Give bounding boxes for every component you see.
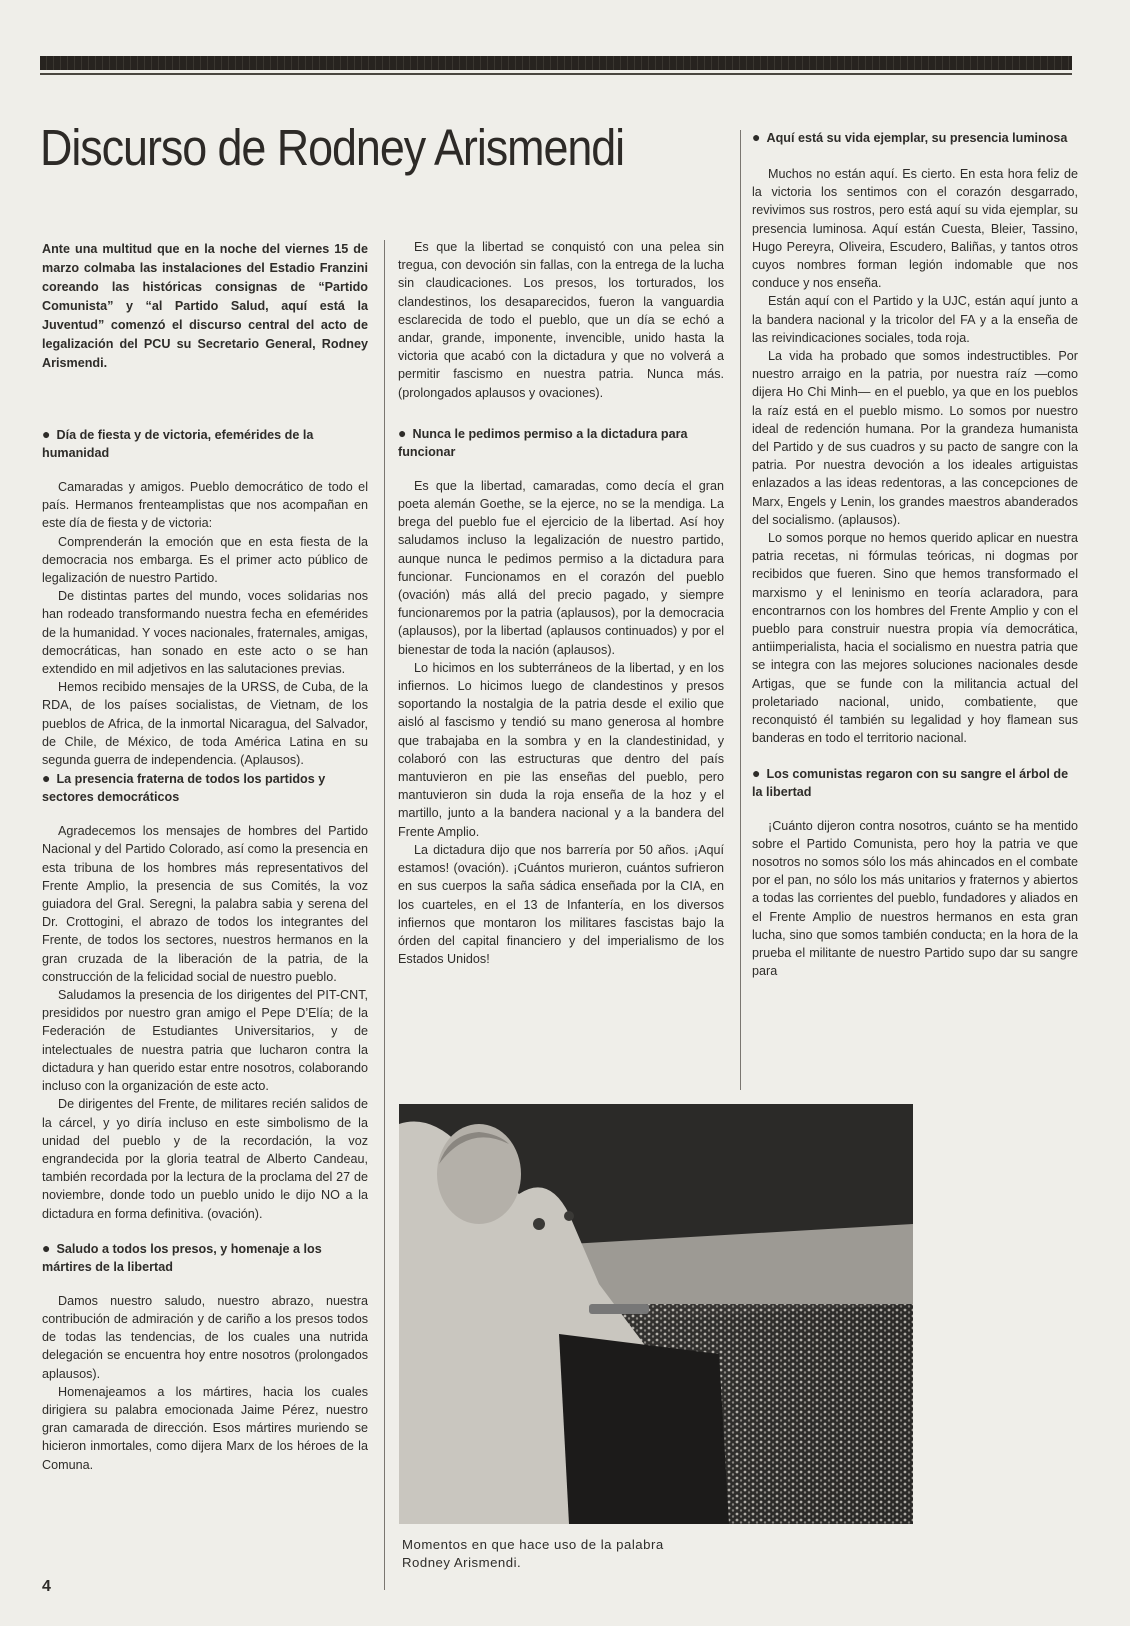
subheading: [398, 424, 724, 461]
paragraph: De dirigentes del Frente, de militares recién salidos de la cárcel, y yo diría incluso en este simbolismo de la unidad del pueblo y de la recordación, la voz engrandecida por la gloria teatral de Alberto Candeau, también recordada por la lectura de la proclama del 27 de noviembre, donde todo un pueblo unido le dijo NO a la dictadura en forma definitiva. (ovación).: [42, 1097, 368, 1221]
paragraph: ¡Cuánto dijeron contra nosotros, cuánto se ha mentido sobre el Partido Comunista, pero hoy la patria ve que nosotros no somos sólo los más ahincados en el combate por el pan, no sólo los más unitarios y fraternos y abiertos a todas las corrientes del pueblo, fundadores y aliados en el Frente Amplio de nuestros hermanos en esta gran lucha, sino que somos también conducta; en la hora de la prueba el militante de nuestro Partido supo dar su sangre para: [752, 818, 1078, 979]
paragraph: La vida ha probado que somos indestructibles. Por nuestro arraigo en la patria, por nuestra raíz —como dijera Ho Chi Minh— en el pueblo, ya que en los pueblos la raíz está en el pueblo mismo. Lo somos por nuestro ideal de redención humana. Por la grandeza humanista del Partido y de sus cuadros y su pacto de sangre con la patria. Por nuestra devoción a los ideales artiguistas enlazados a las ideas redentoras, a las concepciones de Marx, Engels y Lenin, los grandes maestros abanderados del socialismo. (aplausos).: [752, 349, 1078, 527]
paragraph: Muchos no están aquí. Es cierto. En esta hora feliz de la victoria los sentimos con el corazón desgarrado, revivimos sus rostros, pero está aquí su vida ejemplar, su presencia luminosa. Aquí están Cuesta, Bleier, Tassino, Hugo Pereyra, Oliveira, Escudero, Baliñas, y tantos otros cuyos nombres forman legión indomable que nos conduce y nos enseña.: [752, 167, 1078, 291]
subheading-text: Saludo a todos los presos, y homenaje a los mártires de la libertad: [42, 1241, 322, 1274]
subheading: [42, 425, 368, 462]
subheading: [42, 769, 368, 806]
paragraph: Homenajeamos a los mártires, hacia los cuales dirigiera su palabra emocionada Jaime Pérez, nuestro gran camarada de dirección. Esos mártires muriendo se hicieron inmortales, como dijera Marx de los héroes de la Comuna.: [42, 1384, 368, 1472]
header-rule-thin: [40, 73, 1072, 75]
bullet-icon: ●: [42, 426, 51, 442]
subheading-text: Nunca le pedimos permiso a la dictadura para funcionar: [398, 426, 688, 459]
subheading-text: Día de fiesta y de victoria, efemérides de la humanidad: [42, 428, 314, 460]
column-divider: [384, 240, 385, 1590]
paragraph: Agradecemos los mensajes de hombres del Partido Nacional y del Partido Colorado, así como la presencia en esta tribuna de los hombres más representativos del Frente Amplio, la presencia de sus Comités, la voz guiadora del Gral. Seregni, la palabra sabia y serena del Dr. Crottogini, el abrazo de todos los integrantes del Frente, de todos los sectores, nuestros hermanos en la gran cruzada de la liberación de la patria, de la construcción de la felicidad social de nuestro pueblo.: [42, 824, 368, 984]
page-number: 4: [42, 1578, 51, 1595]
paragraph: Lo hicimos en los subterráneos de la libertad, y en los infiernos. Lo hicimos luego de clandestinos y presos soportando la nostalgia de la patria desde el exilio que aisló al fascismo y tendió su mano generosa al hombre que trabajaba en la sombra y en la clandestinidad, y colaboró con las estructuras que dentro del país mantuvieron en pie las enseñas del pueblo, pero mantuvieron sin duda la roja enseña de la hoz y el martillo, junto a la bandera nacional y a la bandera del Frente Amplio.: [398, 660, 724, 839]
speaker-photo: [399, 1104, 913, 1524]
speaker-photo-graphic: [399, 1104, 913, 1524]
subheading: [752, 128, 1078, 147]
paragraph: Saludamos la presencia de los dirigentes del PIT-CNT, presididos por nuestro gran amigo el Pepe D’Elía; de la Federación de Estudiantes Universitarios, y de intelectuales de nuestra patria que lucharon contra la dictadura y han querido estar entre nosotros, colaborando incluso con la organización de este acto.: [42, 988, 368, 1094]
column-1: [42, 240, 368, 1474]
paragraph: Es que la libertad, camaradas, como decía el gran poeta alemán Goethe, se la ejerce, no se la mendiga. La brega del pueblo fue el ejercicio de la libertad. Así hoy saludamos incluso la legalización de nuestro partido, aunque nunca le pedimos permiso a la dictadura para funcionar. Funcionamos en el corazón del pueblo (ovación) más allá del precio pagado, y siempre funcionaremos por la patria (aplausos), por la democracia (aplausos), por la libertad (aplausos continuados) y por el bienestar de toda la nación (aplausos).: [398, 478, 724, 657]
paragraph: Hemos recibido mensajes de la URSS, de Cuba, de la RDA, de los países socialistas, de Vietnam, de los pueblos de Africa, de la inmortal Nicaragua, del Salvador, de Chile, de México, de toda América Latina en su segunda guerra de independencia. (Aplausos).: [42, 680, 368, 768]
article-lead: Ante una multitud que en la noche del viernes 15 de marzo colmaba las instalaciones del Estadio Franzini coreando las históricas consignas de “Partido Comunista” y “al Partido Salud, aquí está la Juventud” comenzó el discurso central del acto de legalización del PCU su Secretario General, Rodney Arismendi.: [42, 242, 368, 370]
photo-caption: Momentos en que hace uso de la palabra Rodney Arismendi.: [402, 1537, 664, 1570]
column-divider: [740, 130, 741, 1090]
article-title: Discurso de Rodney Arismendi: [40, 119, 625, 176]
header-rule: [40, 56, 1072, 70]
subheading: [752, 764, 1078, 801]
bullet-icon: ●: [752, 129, 761, 145]
paragraph: Es que la libertad se conquistó con una pelea sin tregua, con devoción sin fallas, con la entrega de la lucha sin claudicaciones. Los presos, los torturados, los clandestinos, los desaparecidos, fueron la vanguardia esclarecida de todo el pueblo, que un día se echó a andar, grande, imponente, invencible, unido hasta la victoria que acabó con la dictadura y que no volverá a permitir fascismo en nuestra patria. Nunca más. (prolongados aplausos y ovaciones).: [398, 240, 724, 400]
bullet-icon: ●: [752, 764, 761, 781]
paragraph: La dictadura dijo que nos barrería por 50 años. ¡Aquí estamos! (ovación). ¡Cuántos murieron, cuántos sufrieron en sus cuerpos la saña sádica enseñada por la CIA, en los cuarteles, en el 13 de Infantería, en los diversos infiernos que montaron los militares fascistas bajo la órden del capital financiero y del imperialismo de los Estados Unidos!: [398, 842, 724, 967]
column-2: [398, 238, 724, 968]
subheading-text: La presencia fraterna de todos los partidos y sectores democráticos: [42, 772, 326, 805]
paragraph: De distintas partes del mundo, voces solidarias nos han rodeado transformando nuestra fecha en efemérides de la humanidad. Y voces nacionales, fraternales, amigas, democráticas, han sonado en este acto o se han extendido en mil adjetivos en las salutaciones previas.: [42, 589, 368, 677]
paragraph: Comprenderán la emoción que en esta fiesta de la democracia nos embarga. Es el primer acto público de legalización de nuestro Partido.: [42, 534, 368, 586]
column-3: [752, 128, 1078, 980]
subheading-text: Los comunistas regaron con su sangre el árbol de la libertad: [752, 766, 1069, 799]
subheading-text: Aquí está su vida ejemplar, su presencia luminosa: [766, 131, 1068, 145]
paragraph: Camaradas y amigos. Pueblo democrático de todo el país. Hermanos frenteamplistas que nos acompañan en este día de fiesta y de victoria:: [42, 480, 368, 531]
bullet-icon: ●: [42, 770, 51, 787]
paragraph: Damos nuestro saludo, nuestro abrazo, nuestra contribución de admiración y de cariño a los presos todos de todas las tendencias, de los cuales una nutrida delegación se encuentra hoy entre nosotros (prolongados aplausos).: [42, 1293, 368, 1381]
bullet-icon: ●: [398, 424, 407, 441]
subheading: [42, 1239, 368, 1276]
bullet-icon: ●: [42, 1239, 51, 1256]
paragraph: Están aquí con el Partido y la UJC, están aquí junto a la bandera nacional y la tricolor del FA y a la enseña de las reivindicaciones sociales, toda roja.: [752, 294, 1078, 345]
paragraph: Lo somos porque no hemos querido aplicar en nuestra patria recetas, ni fórmulas teóricas, ni dogmas por recibidos que fueren. Sino que hemos transformado el marxismo y el leninismo en teoría aclaradora, para encontrarnos con los hombres del Frente Amplio y con el pueblo para construir nuestra propia vía democrática, antiimperialista, hacia el socialismo en nuestra patria que se integra con las mejores soluciones nacionales desde Artigas, que se funde con la militancia actual del proletariado nacional, unido, combatiente, que reconquistó él también su legalidad y hoy flamean sus banderas en todo el territorio nacional.: [752, 531, 1078, 746]
